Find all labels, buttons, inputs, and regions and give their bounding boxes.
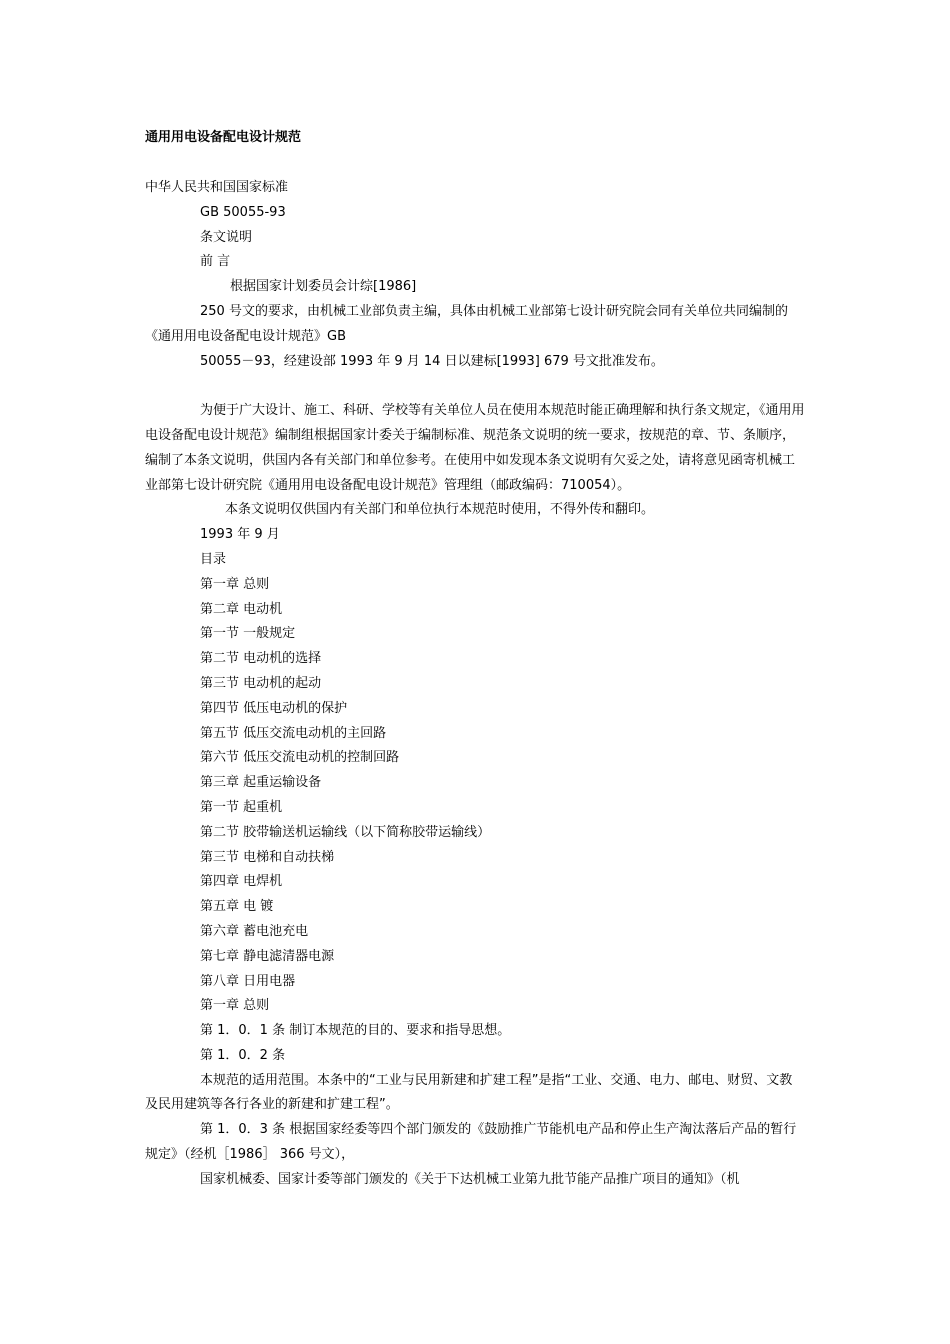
paragraph-gap <box>145 374 805 399</box>
date-line: 1993 年 9 月 <box>200 527 280 543</box>
chapter-heading: 第一章 总则 <box>200 998 270 1014</box>
clause-line: 第 1．0．1 条 制订本规范的目的、要求和指导思想。 <box>200 1023 511 1039</box>
preface-paragraph: 250 号文的要求，由机械工业部负责主编，具体由机械工业部第七设计研究院会同有关单位共同编制的《通用用电设备配电设计规范》GB <box>145 303 788 344</box>
toc-item: 第六章 蓄电池充电 <box>200 923 309 939</box>
preface-purpose-paragraph: 为便于广大设计、施工、科研、学校等有关单位人员在使用本规范时能正确理解和执行条文规定，《通用用电设备配电设计规范》编制组根据国家计委关于编制标准、规范条文说明的统一要求，按规范的章、节、条顺序，编制了本条文说明，供国内各有关部门和单位参考。在使用中如发现本条文说明有欠妥之处，请将意见函寄机械工业部第七设计研究院《通用用电设备配电设计规范》管理组（邮政编码：710054）。 <box>145 403 805 493</box>
toc-item: 第五章 电 镀 <box>200 899 274 915</box>
toc-heading: 目录 <box>200 551 227 567</box>
usage-note: 本条文说明仅供国内有关部门和单位执行本规范时使用，不得外传和翻印。 <box>225 502 655 518</box>
toc-item: 第一节 一般规定 <box>200 626 296 642</box>
toc-item: 第三节 电梯和自动扶梯 <box>200 849 335 865</box>
standard-code: GB 50055-93 <box>200 204 286 220</box>
toc-item: 第八章 日用电器 <box>200 973 296 989</box>
toc-item: 第五节 低压交流电动机的主回路 <box>200 725 387 741</box>
toc-item: 第三节 电动机的起动 <box>200 675 322 691</box>
clause-line: 国家机械委、国家计委等部门颁发的《关于下达机械工业第九批节能产品推广项目的通知》（机 <box>200 1171 740 1187</box>
preface-line: 根据国家计划委员会计综[1986] <box>230 279 417 295</box>
section-label: 条文说明 <box>200 229 253 245</box>
toc-item: 第二节 胶带输送机运输线（以下简称胶带运输线） <box>200 824 491 840</box>
preface-heading: 前 言 <box>200 254 231 270</box>
toc-item: 第一节 起重机 <box>200 799 283 815</box>
clause-paragraph: 本规范的适用范围。本条中的“工业与民用新建和扩建工程”是指“工业、交通、电力、邮电、财贸、文教及民用建筑等各行各业的新建和扩建工程”。 <box>145 1072 793 1113</box>
standard-label: 中华人民共和国国家标准 <box>145 180 289 195</box>
toc-item: 第二节 电动机的选择 <box>200 651 322 667</box>
toc-item: 第四节 低压电动机的保护 <box>200 700 348 716</box>
toc-item: 第二章 电动机 <box>200 601 283 617</box>
document-body <box>145 176 805 1193</box>
toc-item: 第三章 起重运输设备 <box>200 775 322 791</box>
toc-item: 第六节 低压交流电动机的控制回路 <box>200 750 400 766</box>
clause-paragraph: 第 1．0．3 条 根据国家经委等四个部门颁发的《鼓励推广节能机电产品和停止生产淘汰落后产品的暂行规定》（经机［1986］ 366 号文）， <box>145 1122 797 1163</box>
toc-item: 第七章 静电滤清器电源 <box>200 948 335 964</box>
toc-item: 第四章 电焊机 <box>200 874 283 890</box>
document-title: 通用用电设备配电设计规范 <box>145 130 302 145</box>
toc-item: 第一章 总则 <box>200 576 270 592</box>
preface-approval: 50055－93，经建设部 1993 年 9 月 14 日以建标[1993] 679 号文批准发布。 <box>200 353 664 369</box>
clause-line: 第 1．0．2 条 <box>200 1047 286 1063</box>
